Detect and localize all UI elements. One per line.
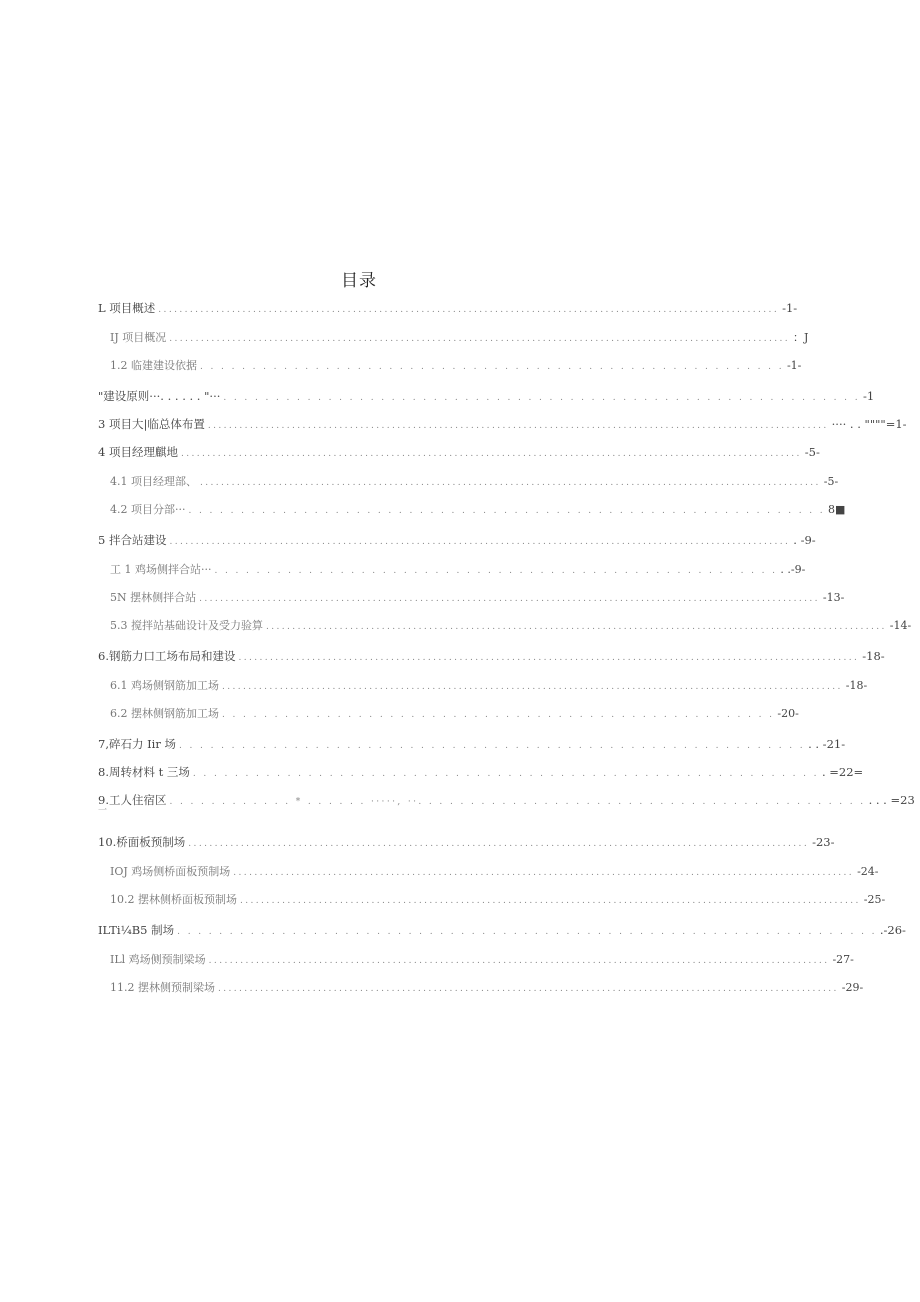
toc-entry-page: -24- [857, 865, 879, 878]
toc-entry-11-2[interactable] [110, 978, 864, 998]
toc-entry-label: IOJ 鸡场侧桥面板预制场 [110, 865, 231, 878]
toc-entry-page: -14- [889, 619, 912, 632]
toc-entry-label: 11.2 摆林侧预制梁场 [110, 981, 215, 994]
toc-leader-dots: ...................................................................................................................... [238, 653, 860, 663]
toc-entry-6-1[interactable] [110, 676, 868, 696]
toc-entry-7[interactable] [98, 734, 846, 754]
toc-leader-dots: . . . . . . . . . . . . * . . . . . . ·····, ··. . . . . . . . . . . . . . . . . . . . . . . . . . . . . . . . . . . . . . . . . . . [169, 797, 866, 807]
toc-entry-page: -25- [863, 893, 886, 906]
toc-entry-6-2[interactable] [110, 704, 799, 724]
toc-entry-page: . . . =23 [868, 793, 915, 807]
toc-leader-dots: ...................................................................................................................... [222, 682, 843, 692]
page-title: 目录 [341, 271, 377, 291]
toc-leader-dots: . . . . . . . . . . . . . . . . . . . . . . . . . . . . . . . . . . . . . . . . . . . . . . . . . . . . . . [214, 566, 778, 576]
toc-entry-3[interactable] [98, 414, 907, 434]
toc-entry-4-1[interactable] [110, 472, 839, 492]
toc-entry-11[interactable] [98, 920, 906, 940]
toc-entry-label: 6.1 鸡场侧钢筋加工场 [110, 679, 219, 692]
toc-entry-1-2[interactable] [110, 356, 802, 376]
toc-entry-page: -1 [862, 389, 875, 403]
toc-entry-5-1[interactable] [110, 560, 806, 580]
toc-entry-label: ILTi¼B5 制场 [98, 923, 175, 937]
toc-entry-9[interactable] [98, 790, 915, 810]
toc-entry-page: -18- [862, 649, 885, 663]
toc-entry-2[interactable] [98, 386, 875, 406]
toc-entry-page: -5- [823, 475, 839, 488]
toc-entry-label: 4 项目经理麒地 [98, 445, 178, 459]
toc-entry-label: 5 拌合站建设 [98, 533, 167, 547]
toc-entry-page: -1- [786, 359, 802, 372]
toc-leader-dots: ...................................................................................................................... [180, 449, 802, 459]
toc-entry-label: 7,碎石力 Iir 场 [98, 737, 177, 751]
toc-entry-5[interactable] [98, 530, 816, 550]
toc-leader-dots: . . . . . . . . . . . . . . . . . . . . . . . . . . . . . . . . . . . . . . . . . . . . . . . . . . . . . . . . . . . . . [188, 506, 826, 516]
toc-entry-10-1[interactable] [110, 862, 879, 882]
toc-leader-dots: ...................................................................................................................... [199, 594, 820, 604]
toc-entry-label: 工 1 鸡场侧拌合站··· [110, 563, 212, 576]
toc-leader-dots: ...................................................................................................................... [240, 896, 861, 906]
toc-leader-dots: . . . . . . . . . . . . . . . . . . . . . . . . . . . . . . . . . . . . . . . . . . . . . . . . . . . . . . . . . . . . . . . . . . . [177, 927, 877, 937]
toc-entry-label: 3 项目大|临总体布置 [98, 417, 205, 431]
toc-entry-label: 9.工人住宿区 [98, 793, 167, 807]
toc-entry-label: 8.周转材料 t 三场 [98, 765, 190, 779]
toc-entry-label: 4.2 项目分部··· [110, 503, 186, 516]
toc-entry-page: . . -21- [808, 737, 846, 751]
toc-leader-dots: ...................................................................................................................... [200, 478, 821, 488]
toc-entry-10-2[interactable] [110, 890, 886, 910]
toc-entry-6[interactable] [98, 646, 885, 666]
toc-entry-page: -1- [782, 301, 798, 315]
toc-leader-dots: ...................................................................................................................... [158, 305, 780, 315]
toc-entry-label: 4.1 项目经理部、 [110, 475, 197, 488]
toc-leader-dots: ...................................................................................................................... [218, 984, 839, 994]
toc-leader-dots: . . . . . . . . . . . . . . . . . . . . . . . . . . . . . . . . . . . . . . . . . . . . . . . . . . . . . . . . . . . . . [223, 393, 860, 403]
toc-entry-page: -20- [777, 707, 799, 720]
toc-leader-dots: ...................................................................................................................... [169, 334, 791, 344]
toc-leader-dots: ...................................................................................................................... [266, 622, 887, 632]
toc-entry-page: -13- [822, 591, 845, 604]
toc-leader-dots: . . . . . . . . . . . . . . . . . . . . . . . . . . . . . . . . . . . . . . . . . . . . . . . . . . . . . [222, 710, 775, 720]
toc-leader-dots: ...................................................................................................................... [169, 537, 791, 547]
toc-entry-5-3[interactable] [110, 616, 912, 636]
toc-entry-label: 10.2 摆林侧桥面板预制场 [110, 893, 237, 906]
toc-leader-dots: ...................................................................................................................... [208, 956, 830, 966]
toc-entry-page: 8■ [828, 503, 846, 516]
toc-entry-label: 5N 摆林侧拌合站 [110, 591, 197, 604]
toc-leader-dots: ...................................................................................................................... [207, 421, 829, 431]
toc-entry-page: ···· . . """"=1- [831, 417, 907, 431]
toc-entry-page: -27- [832, 953, 854, 966]
toc-entry-page: ：J [793, 331, 809, 344]
toc-entry-label: 1.2 临建建设依据 [110, 359, 197, 372]
toc-entry-page: -5- [804, 445, 820, 459]
toc-entry-10[interactable] [98, 832, 835, 852]
toc-entry-page: . .-9- [780, 563, 806, 576]
toc-leader-dots: . . . . . . . . . . . . . . . . . . . . . . . . . . . . . . . . . . . . . . . . . . . . . . . . . . . . . . . . . . . . [179, 741, 806, 751]
toc-entry-11-1[interactable] [110, 950, 854, 970]
toc-entry-label: L 项目概述 [98, 301, 156, 315]
toc-entry-page: -18- [845, 679, 868, 692]
toc-entry-4[interactable] [98, 442, 820, 462]
toc-leader-dots: ...................................................................................................................... [188, 839, 810, 849]
toc-entry-4-2[interactable] [110, 500, 846, 520]
toc-entry-page: . =22= [821, 765, 864, 779]
toc-entry-label: ILl 鸡场侧预制梁场 [110, 953, 206, 966]
toc-leader-dots: ...................................................................................................................... [233, 868, 855, 878]
toc-leader-dots: . . . . . . . . . . . . . . . . . . . . . . . . . . . . . . . . . . . . . . . . . . . . . . . . . . . . . . . . [200, 362, 784, 372]
toc-leader-dots: . . . . . . . . . . . . . . . . . . . . . . . . . . . . . . . . . . . . . . . . . . . . . . . . . . . . . . . . . . . . [192, 769, 819, 779]
toc-entry-5-2[interactable] [110, 588, 845, 608]
toc-entry-label: "建设原则···. . . . . . "··· [98, 389, 221, 403]
toc-entry-page: . -9- [793, 533, 816, 547]
toc-entry-1-project-overview[interactable] [98, 298, 798, 318]
toc-entry-page: -29- [841, 981, 864, 994]
toc-entry-label: 6.钢筋力口工场布局和建设 [98, 649, 236, 663]
toc-entry-label: 10.桥面板预制场 [98, 835, 186, 849]
toc-stray-mark: 一 [98, 806, 108, 816]
toc-entry-8[interactable] [98, 762, 864, 782]
toc-entry-label: IJ 项目概况 [110, 331, 167, 344]
toc-entry-page: -23- [812, 835, 835, 849]
toc-entry-page: .-26- [879, 923, 906, 937]
toc-entry-1-1[interactable] [110, 328, 809, 348]
toc-entry-label: 6.2 摆林侧钢筋加工场 [110, 707, 219, 720]
toc-entry-label: 5.3 搅拌站基础设计及受力验算 [110, 619, 263, 632]
